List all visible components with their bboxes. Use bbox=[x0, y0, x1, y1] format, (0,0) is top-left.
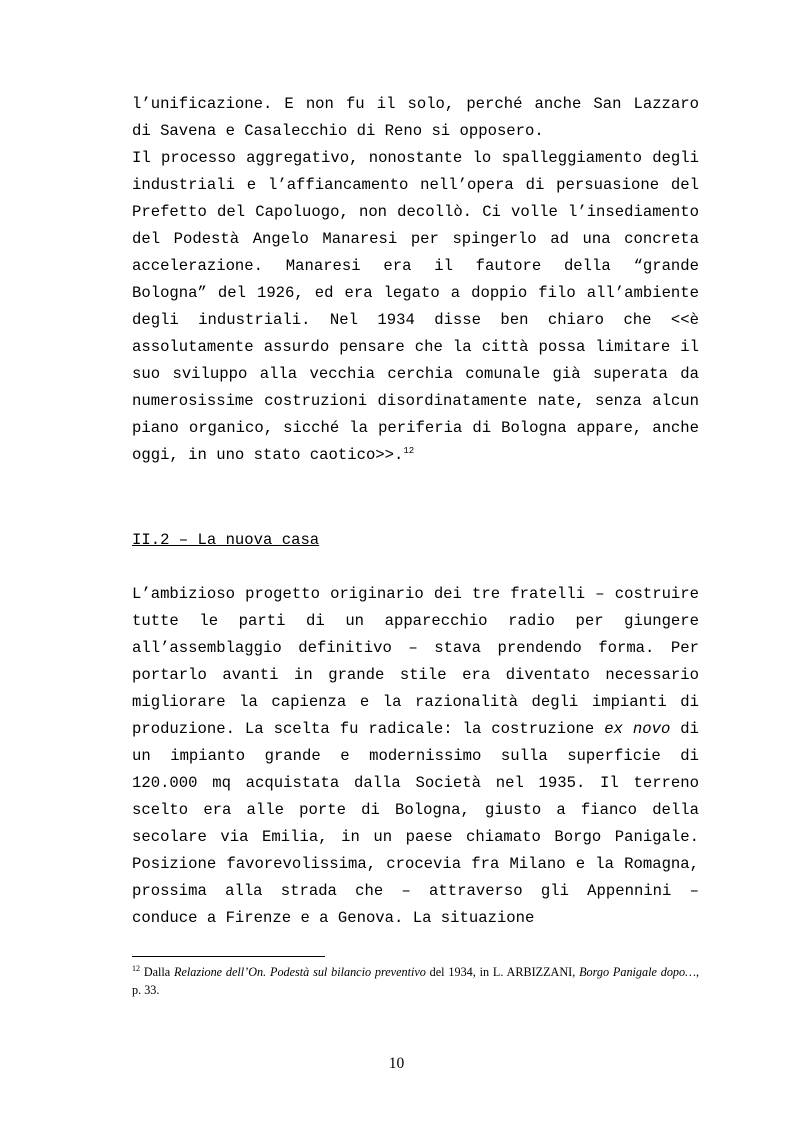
paragraph-new-house bbox=[132, 581, 699, 932]
paragraph-continuation: l’unificazione. E non fu il solo, perché anche San Lazzaro di Savena e Casalecchio di Reno si opposero. bbox=[132, 95, 699, 140]
footnote-prefix: Dalla bbox=[140, 965, 175, 979]
section-heading: II.2 – La nuova casa bbox=[132, 531, 320, 549]
footnote-suffix: , p. 33. bbox=[132, 965, 699, 997]
body-text-top bbox=[132, 91, 699, 469]
body-text-section bbox=[132, 581, 699, 932]
paragraph-aggregation bbox=[132, 145, 699, 469]
paragraph-new-house-part1: L’ambizioso progetto originario dei tre fratelli – costruire tutte le parti di un apparecchio radio per giungere all’assemblaggio definitivo – stava prendendo forma. Per portarlo avanti in grande stile era diventato necessario migliorare la capienza e la razionalità degli impianti di produzione. La scelta fu radicale: la costruzione bbox=[132, 585, 699, 738]
footnote-12 bbox=[132, 963, 699, 999]
footnote-middle: del 1934, in L. ARBIZZANI, bbox=[425, 965, 580, 979]
paragraph-new-house-part2: di un impianto grande e modernissimo sulla superficie di 120.000 mq acquistata dalla Società nel 1935. Il terreno scelto era alle porte di Bologna, giusto a fianco della secolare via Emilia, in un paese chiamato Borgo Panigale. Posizione favorevolissima, crocevia fra Milano e la Romagna, prossima alla strada che – attraverso gli Appennini – conduce a Firenze e a Genova. La situazione bbox=[132, 720, 699, 927]
paragraph-aggregation-text: Il processo aggregativo, nonostante lo spalleggiamento degli industriali e l’affiancamento nell’opera di persuasione del Prefetto del Capoluogo, non decollò. Ci volle l’insediamento del Podestà Angelo Manaresi per spingerlo ad una concreta accelerazione. Manaresi era il fautore della “grande Bologna” del 1926, ed era legato a doppio filo all’ambiente degli industriali. Nel 1934 disse ben chiaro che <<è assolutamente assurdo pensare che la città possa limitare il suo sviluppo alla vecchia cerchia comunale già superata da numerosissime costruzioni disordinatamente nate, senza alcun piano organico, sicché la periferia di Bologna appare, anche oggi, in uno stato caotico>>. bbox=[132, 149, 699, 464]
page-number: 10 bbox=[388, 1055, 405, 1072]
footnote-separator bbox=[132, 956, 325, 957]
footnote-reference: 12 bbox=[403, 445, 415, 456]
footnote-title: Relazione dell’On. Podestà sul bilancio preventivo bbox=[174, 965, 426, 979]
footnote-number: 12 bbox=[132, 963, 140, 973]
footnote-source: Borgo Panigale dopo… bbox=[579, 965, 696, 979]
paragraph-new-house-italic: ex novo bbox=[604, 720, 671, 738]
